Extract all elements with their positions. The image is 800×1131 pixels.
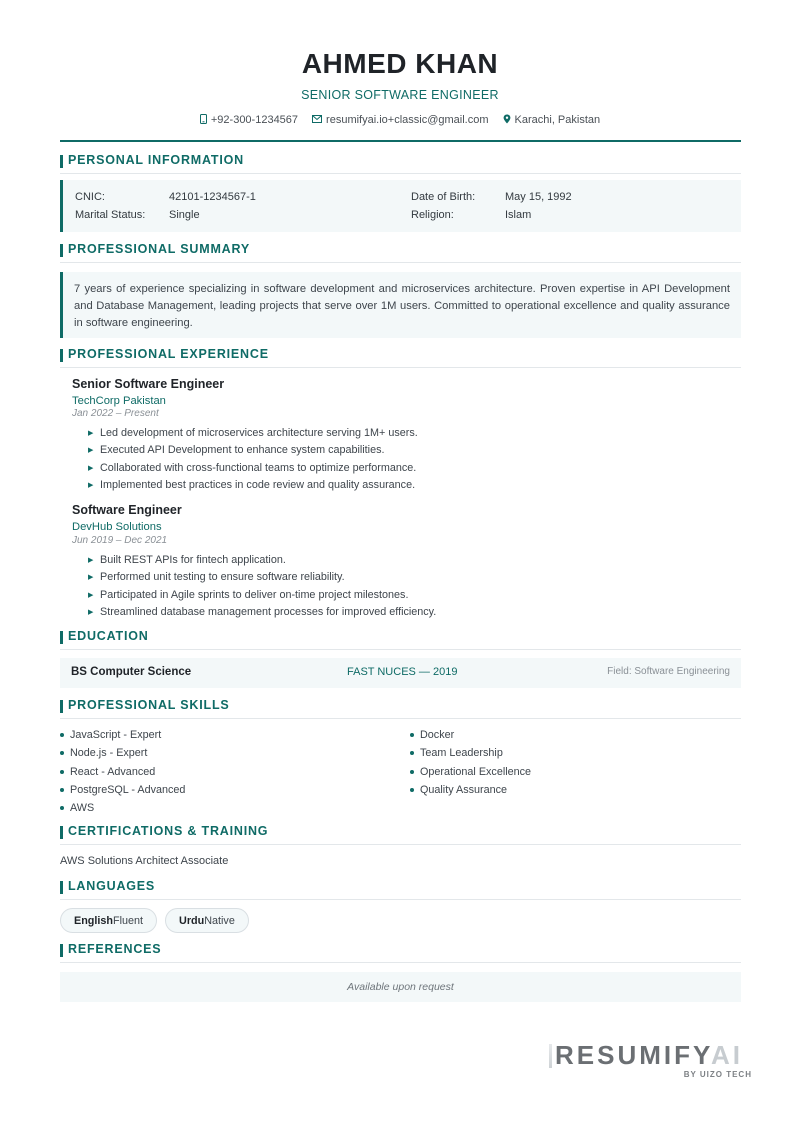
skill-text: Docker [420,729,455,741]
heading-accent-bar [60,244,63,257]
mail-icon [312,115,322,125]
section-heading-skills [60,697,741,719]
triangle-bullet-icon: ▶ [88,447,94,455]
bullet-dot-icon [60,806,64,810]
section-heading-experience [60,346,741,368]
phone-text: +92-300-1234567 [210,114,299,126]
section-heading-references [60,941,741,963]
triangle-bullet-icon: ▶ [88,464,94,472]
bullet-dot-icon [60,770,64,774]
logo-edge-mark [549,1044,552,1068]
bullet-dot-icon [410,788,414,792]
job-bullet [88,460,418,477]
candidate-title: SENIOR SOFTWARE ENGINEER [301,88,499,102]
skill-item [60,726,185,744]
education-field: Field: Software Engineering [607,666,730,677]
section-heading-summary [60,241,741,263]
job-dates: Jan 2022 – Present [72,408,159,419]
bullet-dot-icon [60,733,64,737]
bullet-text: Built REST APIs for fintech application. [100,554,286,566]
education-degree: BS Computer Science [71,666,192,678]
skill-item [410,781,531,799]
job-bullet [88,477,418,494]
heading-text: PROFESSIONAL SKILLS [68,698,230,712]
heading-text: REFERENCES [68,942,162,956]
heading-accent-bar [60,700,63,713]
heading-accent-bar [60,155,63,168]
job-bullet [88,442,418,459]
education-school: FAST NUCES — 2019 [347,666,458,678]
bullet-dot-icon [410,751,414,755]
phone-icon [200,114,207,126]
contact-row [0,114,800,126]
bullet-dot-icon [60,788,64,792]
references-text: Available upon request [60,972,741,1002]
bullet-dot-icon [410,770,414,774]
candidate-name: AHMED KHAN [301,48,499,79]
logo-main-text: RESUMIFY [555,1040,711,1070]
job-bullet [88,425,418,442]
language-name: English [74,914,113,927]
logo-wordmark [555,1040,743,1071]
contact-phone [200,114,298,126]
triangle-bullet-icon: ▶ [88,574,94,582]
religion-label: Religion: [411,209,454,221]
bullet-dot-icon [60,751,64,755]
job-bullet [88,552,436,569]
heading-text: PROFESSIONAL SUMMARY [68,242,250,256]
dob-label: Date of Birth: [411,191,476,203]
summary-text: 7 years of experience specializing in software development and microservices architecture. Proven expertise in API Development and Database Management, leading projects that serve over 1M users. Committed to operational excellence and quality assurance in software engineering. [60,272,741,338]
heading-text: LANGUAGES [68,879,156,893]
skill-item [410,726,531,744]
logo-ai-text: AI [710,1040,743,1070]
skill-text: Node.js - Expert [70,747,148,760]
contact-email [312,114,488,126]
bullet-text: Participated in Agile sprints to deliver on-time project milestones. [100,588,409,601]
skill-item [410,744,531,762]
marital-value: Single [169,209,200,221]
marital-label: Marital Status: [75,209,146,221]
certification-item: AWS Solutions Architect Associate [60,855,229,867]
job-bullet [88,587,436,604]
heading-text: PROFESSIONAL EXPERIENCE [68,347,269,361]
section-heading-languages [60,878,741,900]
dob-value: May 15, 1992 [505,191,572,203]
bullet-text: Executed API Development to enhance system capabilities. [100,444,385,457]
heading-text: CERTIFICATIONS & TRAINING [68,824,269,838]
location-pin-icon [503,114,511,126]
email-text: resumifyai.io+classic@gmail.com [326,114,489,126]
job-bullets [88,425,418,494]
heading-text: EDUCATION [68,629,149,643]
bullet-text: Streamlined database management processes for improved efficiency. [100,605,437,618]
triangle-bullet-icon: ▶ [88,557,94,564]
language-list [60,908,249,933]
job-company: TechCorp Pakistan [72,395,166,407]
language-level: Native [204,914,235,927]
language-name: Urdu [179,914,205,927]
skill-item [60,763,185,781]
logo-tagline: BY UIZO TECH [683,1070,752,1079]
section-heading-personal [60,152,741,174]
job-bullet [88,604,436,621]
religion-value: Islam [505,209,532,221]
cnic-value: 42101-1234567-1 [169,191,256,203]
skill-item [60,744,185,762]
section-heading-certifications [60,823,741,845]
education-entry [60,658,741,688]
heading-accent-bar [60,631,63,644]
bullet-text: Collaborated with cross-functional teams to optimize performance. [100,461,417,474]
cnic-label: CNIC: [75,191,105,203]
bullet-text: Performed unit testing to ensure software reliability. [100,571,345,584]
skill-text: Team Leadership [420,747,503,760]
triangle-bullet-icon: ▶ [88,591,94,599]
contact-location [503,114,601,126]
language-pill [60,908,157,933]
bullet-dot-icon [410,733,414,737]
language-level: Fluent [113,914,144,927]
language-pill [165,908,249,933]
heading-text: PERSONAL INFORMATION [68,153,244,167]
skill-text: JavaScript - Expert [70,729,162,741]
heading-accent-bar [60,826,63,839]
bullet-text: Implemented best practices in code review and quality assurance. [100,478,416,491]
triangle-bullet-icon: ▶ [88,608,94,616]
heading-accent-bar [60,349,63,362]
skills-list-left [60,726,185,817]
triangle-bullet-icon: ▶ [88,481,94,489]
job-dates: Jun 2019 – Dec 2021 [72,535,168,546]
job-bullets [88,552,436,621]
skill-text: PostgreSQL - Advanced [70,783,186,796]
job-bullet [88,569,436,586]
job-title: Software Engineer [72,503,182,517]
heading-accent-bar [60,881,63,894]
heading-accent-bar [60,944,63,957]
skill-item [410,763,531,781]
skill-item [60,799,185,817]
section-heading-education [60,628,741,650]
job-title: Senior Software Engineer [72,377,225,391]
skill-text: AWS [70,802,95,815]
skill-item [60,781,185,799]
bullet-text: Led development of microservices architecture serving 1M+ users. [100,427,418,439]
skill-text: Quality Assurance [420,783,508,796]
header-divider [60,140,741,142]
skill-text: Operational Excellence [420,765,532,778]
location-text: Karachi, Pakistan [514,114,601,126]
skill-text: React - Advanced [70,765,156,778]
skills-list-right [410,726,531,799]
triangle-bullet-icon: ▶ [88,430,94,437]
job-company: DevHub Solutions [72,521,162,533]
resumifyai-logo [555,1040,755,1085]
personal-info-box [60,180,741,232]
